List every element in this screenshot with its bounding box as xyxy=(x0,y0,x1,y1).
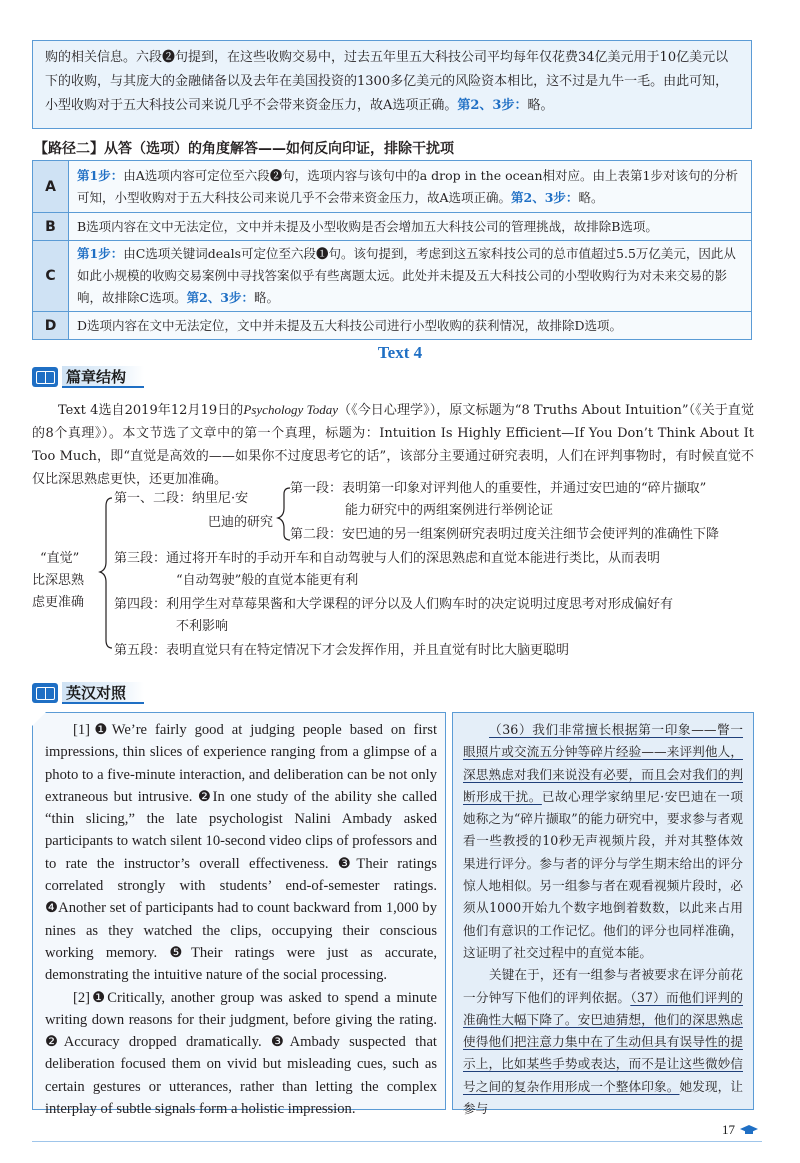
para4-line-2: 不利影响 xyxy=(176,619,229,634)
footer-divider xyxy=(32,1141,762,1142)
option-row-a xyxy=(33,161,752,213)
translation-text: 已故心理学家纳里尼·安巴迪在一项她称之为“碎片撷取”的能力研究中，要求参与者观看一些教授的10秒无声视频片段，并对其整体效果进行评分。参与者的评分与学生期末给出的评分惊人地相似。另一组参与者在观看视频片段时，必须从1000开始九个数字地倒着数数，以此来占用他们有意识的工作记忆。他们的评分也同样准确，这证明了社交过程中的直觉本能。 xyxy=(463,788,743,960)
option-text: 由A选项内容可定位至六段❷句，选项内容与该句中的a drop in the ocean相对应。由上表第1步对该句的分析可知，小型收购对于五大科技公司来说几乎不会带来资金压力，故A选项正确。 xyxy=(77,167,738,205)
option-label: D xyxy=(33,312,69,340)
graduation-cap-icon xyxy=(740,1125,758,1135)
option-row-d xyxy=(33,312,752,340)
option-label: A xyxy=(33,161,69,213)
section-header-structure xyxy=(32,366,144,388)
continuation-step-label: 第2、3步： xyxy=(457,98,528,113)
option-explanation xyxy=(69,161,752,213)
para4-line-1: 第四段：利用学生对草莓果酱和大学课程的评分以及人们购车时的决定说明过度思考对形成偏好有 xyxy=(114,597,674,612)
step1-label: 第1步： xyxy=(77,167,124,183)
option-label: C xyxy=(33,241,69,312)
option-tail: 略。 xyxy=(578,189,604,205)
underlined-translation-37: （37）而他们评判的准确性大幅下降了。安巴迪猜想，他们的深思熟虑使得他们把注意力集中在了生动但具有误导性的提示上，比如某些手势或表达，而不是让这些微妙信号之间的复杂作用形成一个整体印象。 xyxy=(463,989,743,1094)
continuation-box xyxy=(32,40,752,129)
intro-text-2: （《今日心理学》），原文标题为“8 Truths About Intuition”（《关于直觉的8个真理》）。本文节选了文章中的第一个真理，标题为：Intuition Is Highly Efficient—If You Don’t Think About It Too Much，即“直觉是高效的——如果你不过度思考它的话”，该部分主要通过研究表明，人们在评判事物时，有时候直觉不仅比深思熟虑更快，还更加准确。 xyxy=(32,403,755,487)
branch12-line-2: 巴迪的研究 xyxy=(208,515,274,530)
root-line-1: “直觉” xyxy=(40,551,80,566)
sub2-line: 第二段：安巴迪的另一组案例研究表明过度关注细节会使评判的准确性下降 xyxy=(290,527,720,542)
english-paragraph-2: [2]❶Critically, another group was asked to spend a minute writing down reasons for their judgment, before giving the rating. ❷Accuracy dropped dramatically. ❸Ambady suspected that deliberation focused them on vivid but misleading cues, such as certain gestures or utterances, rather than letting the complex interplay of subtle signals form a holistic impression. xyxy=(45,989,437,1118)
step23-label: 第2、3步： xyxy=(186,290,254,305)
sub1-line-2: 能力研究中的两组案例进行举例论证 xyxy=(345,503,554,518)
root-line-3: 虑更准确 xyxy=(32,595,85,610)
continuation-tail: 略。 xyxy=(527,98,554,113)
para5-line: 第五段：表明直觉只有在特定情况下才会发挥作用，并且直觉有时比大脑更聪明 xyxy=(114,643,570,658)
continuation-text: 购的相关信息。六段❷句提到，在这些收购交易中，过去五年里五大科技公司平均每年仅花费34亿美元用于10亿美元以下的收购，与其庞大的金融储备以及去年在美国投资的1300多亿美元的风险资本相比，这不过是九牛一毛。由此可知，小型收购对于五大科技公司来说几乎不会带来资金压力，故A选项正确。 xyxy=(45,50,729,113)
option-explanation: B选项内容在文中无法定位，文中并未提及小型收购是否会增加五大科技公司的管理挑战，故排除B选项。 xyxy=(69,213,752,241)
para3-line-1: 第三段：通过将开车时的手动开车和自动驾驶与人们的深思熟虑和直觉本能进行类比，从而表明 xyxy=(114,551,661,566)
step23-label: 第2、3步： xyxy=(511,189,579,205)
translation-text: 她发现，让参与 xyxy=(463,1078,744,1117)
open-book-icon xyxy=(32,367,58,387)
para3-line-2: “自动驾驶”般的直觉本能更有利 xyxy=(176,573,359,588)
translation-text: 关键在于，还有一组参与者被要求在评分前花一分钟写下他们的评判依据。 xyxy=(463,967,743,1005)
section-header-bilingual xyxy=(32,682,144,704)
text4-title: Text 4 xyxy=(377,343,423,362)
chinese-translation xyxy=(452,712,754,1117)
bilingual-section xyxy=(32,712,754,1118)
option-row-c xyxy=(33,241,752,312)
path2-heading: 【路径二】从答（选项）的角度解答——如何反向印证，排除干扰项 xyxy=(34,141,454,157)
option-row-b xyxy=(33,213,752,241)
section-label: 篇章结构 xyxy=(62,366,144,388)
option-label: B xyxy=(33,213,69,241)
section-label: 英汉对照 xyxy=(62,682,144,704)
options-analysis-table xyxy=(32,160,752,340)
intro-text-1: Text 4选自2019年12月19日的 xyxy=(58,403,244,418)
root-line-2: 比深思熟 xyxy=(32,573,85,588)
structure-diagram xyxy=(32,482,754,670)
branch12-line-1: 第一、二段：纳里尼·安 xyxy=(114,491,249,506)
english-paragraph-1: [1]❶We’re fairly good at judging people based on first impressions, thin slices of experience ranging from a glimpse of a photo to a five-minute interaction, and deliberation can be not only extraneous but intrusive. ❷In one study of the ability she called “thin slicing,” the late psychologist Nalini Ambady asked participants to watch silent 10-second video clips of professors and to rate the instructor’s overall effectiveness. ❸Their ratings correlated strongly with students’ end-of-semester ratings. ❹Another set of participants had to count backward from 1,000 by nines as they watched the clips, occupying their conscious working memory. ❺Their ratings were just as accurate, demonstrating the intuitive nature of the social processing. xyxy=(45,722,437,984)
page-number: 17 xyxy=(722,1122,735,1137)
underlined-translation-36: （36）我们非常擅长根据第一印象——瞥一眼照片或交流五分钟等碎片经验——来评判他人，深思熟虑对我们来说没有必要，而且会对我们的判断形成干扰。 xyxy=(463,722,743,804)
sub1-line-1: 第一段：表明第一印象对评判他人的重要性，并通过安巴迪的“碎片撷取” xyxy=(290,481,707,496)
step1-label: 第1步： xyxy=(77,246,124,261)
chinese-paragraph-1 xyxy=(463,719,743,964)
option-text: 由C选项关键词deals可定位至六段❶句。该句提到，考虑到这五家科技公司的总市值超过5.5万亿美元，因此从如此小规模的收购交易案例中寻找答案似乎有些离题太远。此处并未提及五大科技公司的小型收购行为对未来交易的影响，故排除C选项。 xyxy=(77,246,736,305)
option-explanation xyxy=(69,241,752,312)
chinese-paragraph-2 xyxy=(463,964,743,1120)
option-tail: 略。 xyxy=(253,290,279,305)
english-passage xyxy=(32,712,446,1118)
open-book-icon xyxy=(32,683,58,703)
option-explanation: D选项内容在文中无法定位，文中并未提及五大科技公司进行小型收购的获利情况，故排除D选项。 xyxy=(69,312,752,340)
journal-title: Psychology Today xyxy=(243,402,338,417)
